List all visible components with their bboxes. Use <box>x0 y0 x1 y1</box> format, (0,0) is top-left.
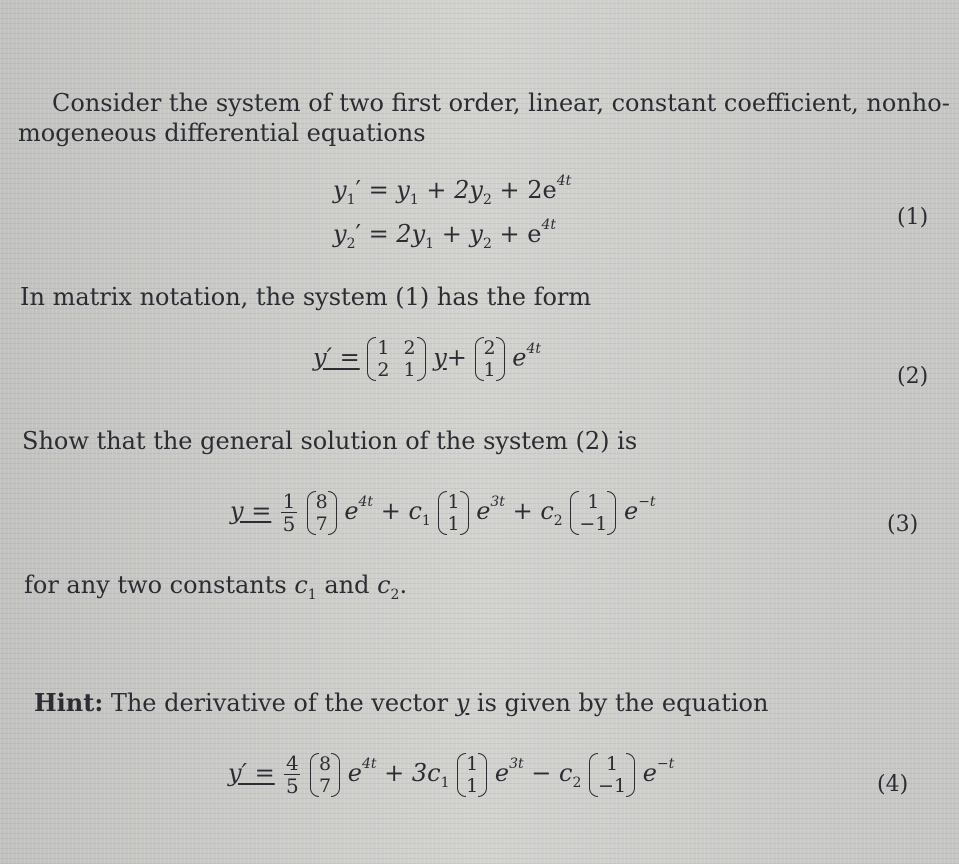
equation-4: y′ = $\frac{4}{5}$ 8 7 $e^{4t} + 3c_1$ 1 1 $e^{3t} - c_2$ 1 −1 $e^{-t}$ <box>228 751 675 798</box>
equation-4-number: (4) <box>877 772 909 797</box>
fraction-one-fifth: $\frac{1}{5}$ <box>282 489 296 536</box>
equation-1-row-1: $y_1' = y_1 + 2y_2 + 2e^{4t}$ <box>333 173 572 208</box>
vector-8-7: 8 7 <box>310 753 340 797</box>
equation-3: y = $\frac{1}{5}$ 8 7 $e^{4t} + c_1$ 1 1 $e^{3t} + c_2$ 1 −1 $e^{-t}$ <box>230 489 656 536</box>
vector-1-1: 1 1 <box>438 491 468 535</box>
matrix-intro-text: In matrix notation, the system (1) has the form <box>20 283 592 311</box>
intro-line-2: mogeneous differential equations <box>18 119 426 147</box>
constants-text: for any two constants $c_1$ and $c_2$. <box>24 571 408 603</box>
vector-1-minus1: 1 −1 <box>570 491 616 535</box>
vector-1-minus1: 1 −1 <box>589 753 635 797</box>
coefficient-matrix: 1 2 2 1 <box>367 337 425 381</box>
intro-line-1: Consider the system of two first order, linear, constant coefficient, nonho- <box>52 89 950 117</box>
equation-1-number: (1) <box>897 205 929 230</box>
forcing-vector: 2 1 <box>475 337 505 381</box>
show-text: Show that the general solution of the system (2) is <box>22 427 638 455</box>
equation-3-number: (3) <box>887 512 919 537</box>
vector-1-1: 1 1 <box>457 753 487 797</box>
equation-2-number: (2) <box>897 364 929 389</box>
equation-2: y′ = 1 2 2 1 y+ 2 1 $e^{4t}$ <box>313 337 542 381</box>
vector-8-7: 8 7 <box>307 491 337 535</box>
fraction-four-fifths: $\frac{4}{5}$ <box>286 751 299 798</box>
equation-1-row-2: $y_2' = 2y_1 + y_2 + e^{4t}$ <box>333 217 557 252</box>
hint-text: Hint: The derivative of the vector y is given by the equation <box>34 688 769 717</box>
